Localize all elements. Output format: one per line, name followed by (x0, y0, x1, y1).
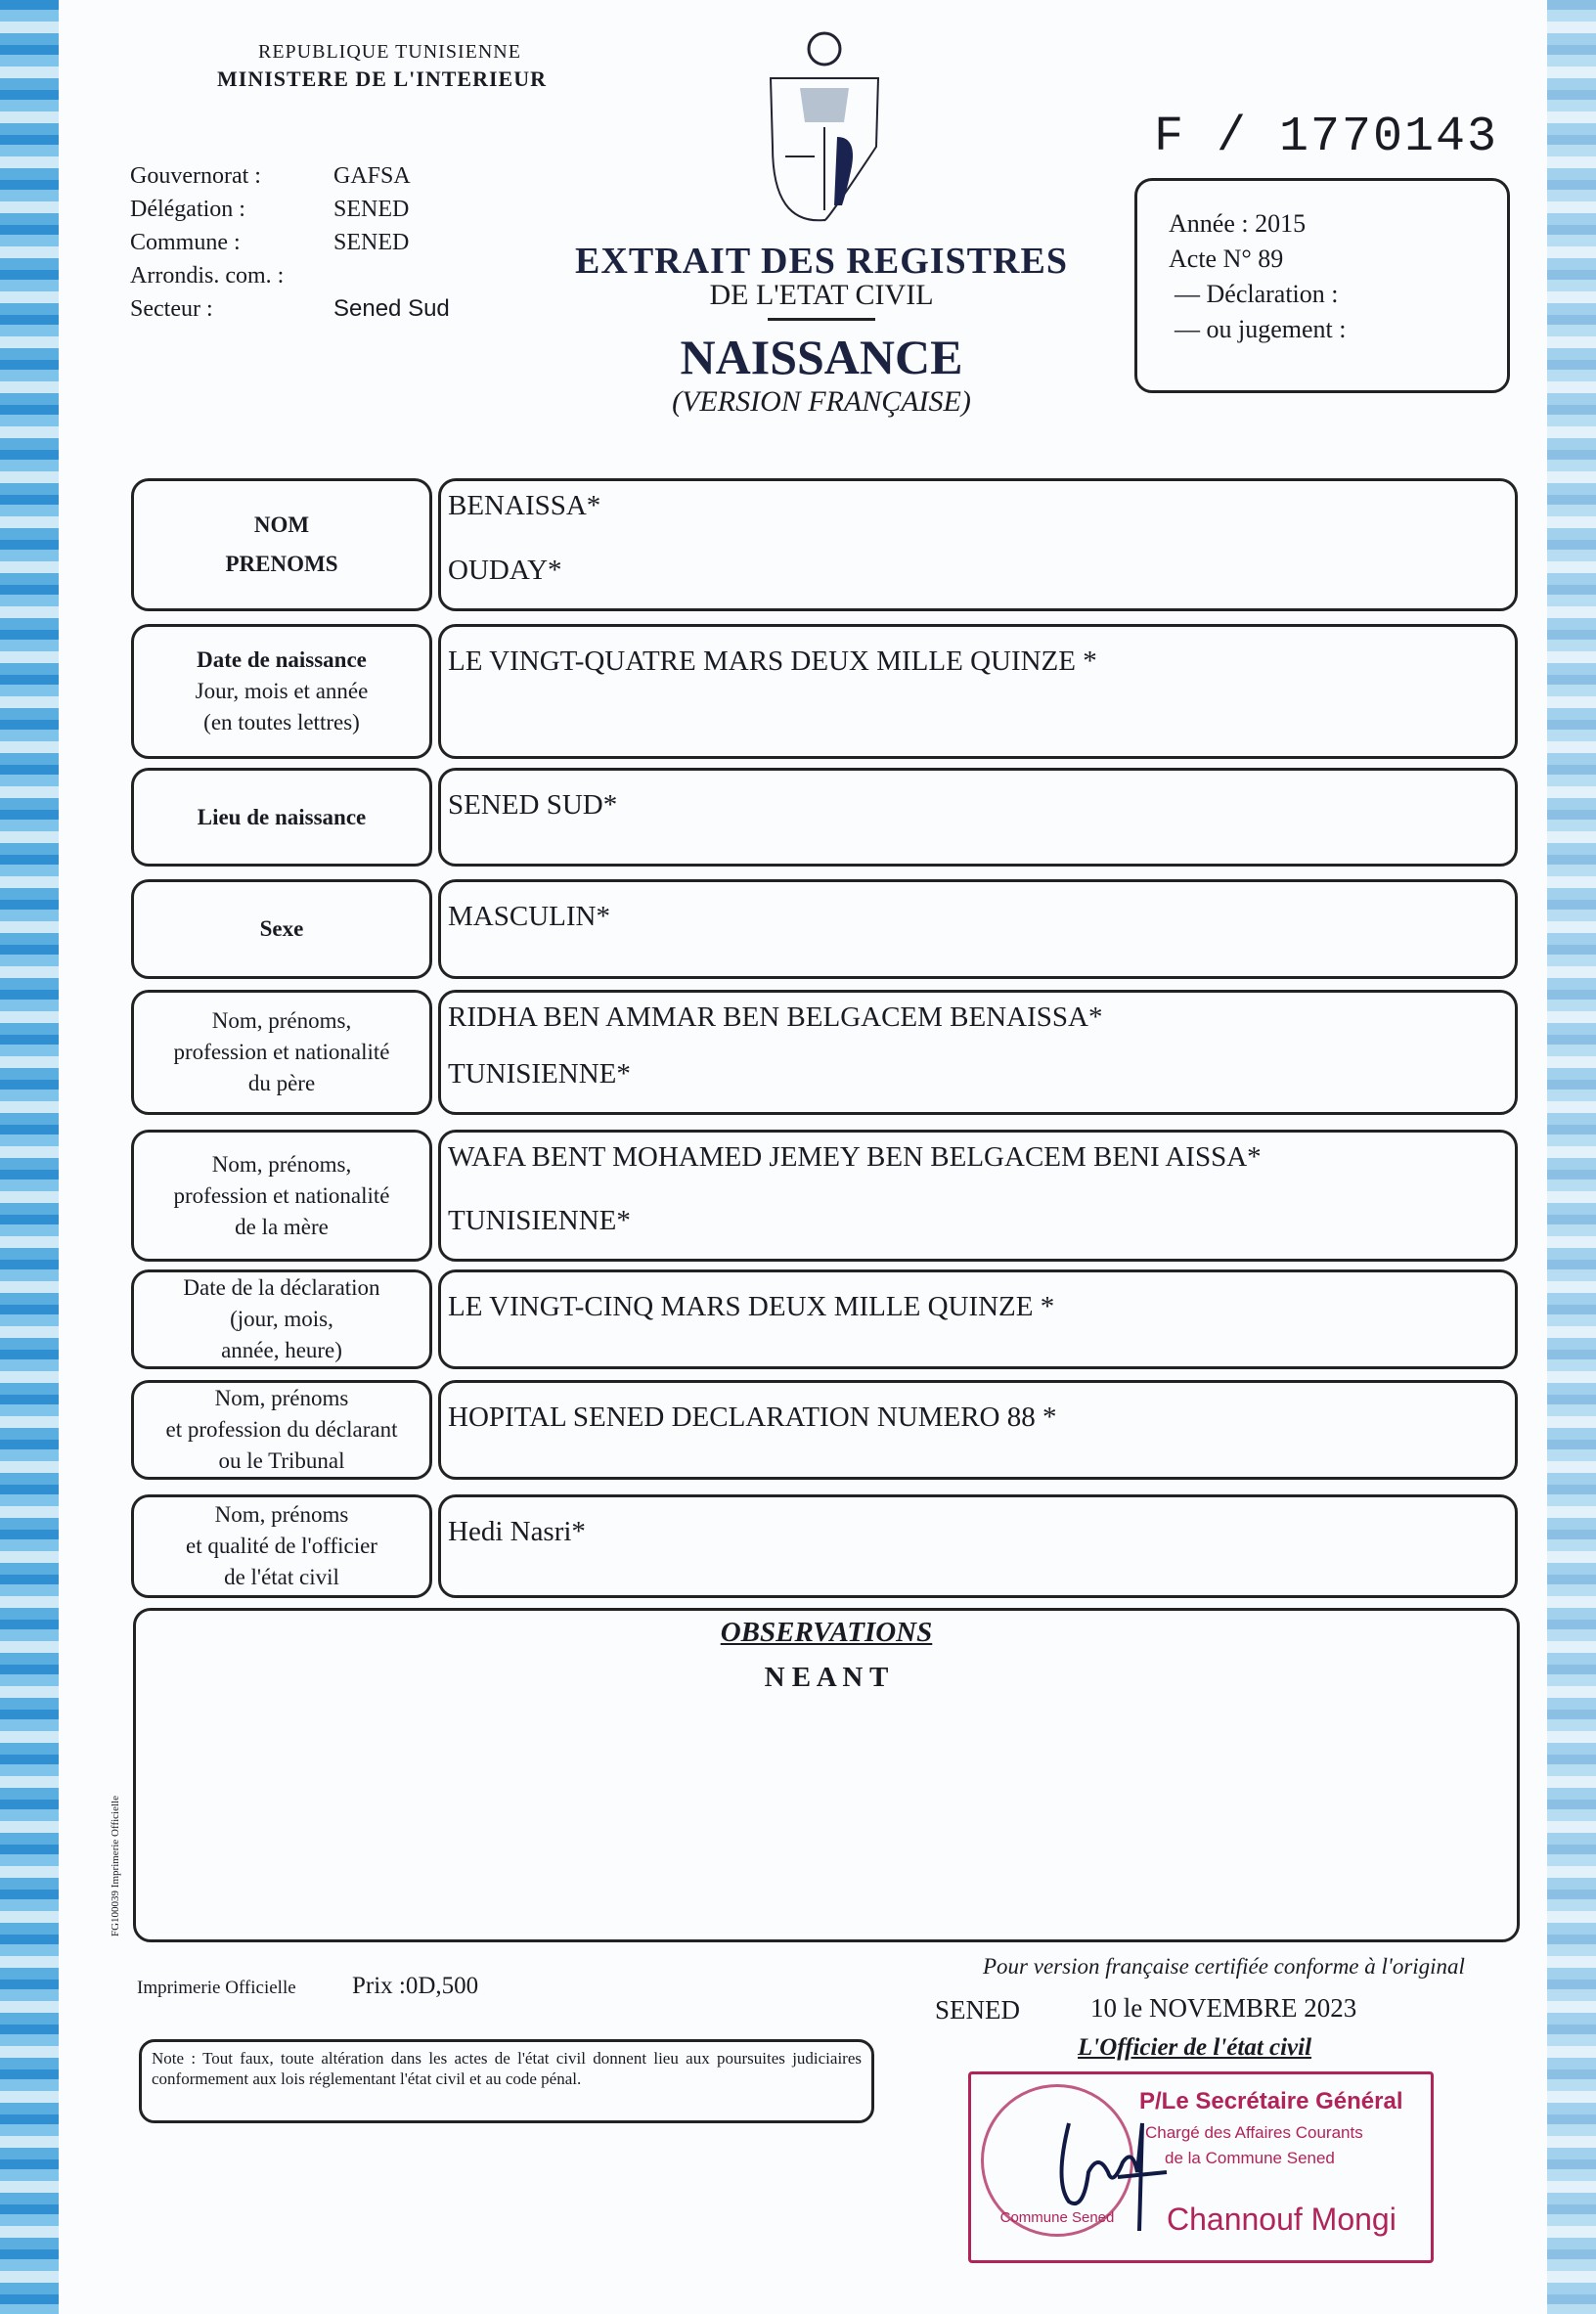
stamp-line1: P/Le Secrétaire Général (1139, 2088, 1403, 2114)
side-print-text: FG100039 Imprimerie Officielle (110, 1796, 121, 1936)
row-label-line: NOM (253, 512, 310, 537)
row-label (134, 1383, 429, 1477)
annee-label: Année : (1169, 209, 1249, 238)
row-label-box (131, 990, 432, 1115)
annee-value: 2015 (1255, 209, 1307, 238)
ministry-label: MINISTERE DE L'INTERIEUR (217, 67, 547, 91)
row-label-line: et profession du déclarant (165, 1417, 398, 1442)
certified-text: Pour version française certifiée conforme à l'original (983, 1954, 1465, 1979)
row-label-line: de la mère (235, 1214, 329, 1239)
row-label-box (131, 1494, 432, 1598)
row-label-line: profession et nationalité (173, 1040, 390, 1064)
row-label-line: année, heure) (221, 1338, 342, 1362)
row-value: TUNISIENNE* (448, 1058, 631, 1090)
row-label-line: (jour, mois, (230, 1307, 333, 1331)
location-label: Délégation : (130, 197, 245, 222)
row-label-line: Lieu de naissance (197, 804, 367, 829)
row-label (134, 882, 429, 976)
row-label-line: Nom, prénoms, (211, 1008, 352, 1033)
legal-note: Note : Tout faux, toute altération dans les actes de l'état civil donnent lieu aux poursuites judiciaires conformement aux lois réglementant l'état civil et au code pénal. (139, 2039, 874, 2123)
row-label-line: ou le Tribunal (218, 1448, 345, 1473)
stamp-line2: Chargé des Affaires Courants (1145, 2123, 1363, 2142)
place-label: SENED (935, 1995, 1020, 2025)
row-label-line: Nom, prénoms (214, 1502, 349, 1527)
row-value: LE VINGT-CINQ MARS DEUX MILLE QUINZE * (448, 1291, 1055, 1322)
row-label-box (131, 879, 432, 979)
official-stamp (968, 2071, 1434, 2263)
row-label (134, 1497, 429, 1595)
row-label (134, 1272, 429, 1366)
title-line1: EXTRAIT DES REGISTRES (575, 241, 1068, 282)
row-label-box (131, 478, 432, 611)
row-label-box (131, 624, 432, 759)
row-label-line: Nom, prénoms (214, 1386, 349, 1410)
observations-value: N E A N T (764, 1662, 889, 1693)
acte-value: 89 (1258, 245, 1284, 273)
republic-label: REPUBLIQUE TUNISIENNE (258, 41, 521, 63)
stamp-line3: de la Commune Sened (1165, 2149, 1335, 2167)
row-label (134, 481, 429, 608)
row-label-line: profession et nationalité (173, 1182, 390, 1208)
row-label-line: Nom, prénoms, (211, 1151, 352, 1177)
row-value: OUDAY* (448, 555, 562, 586)
row-label-line: Date de la déclaration (183, 1275, 380, 1300)
row-value: HOPITAL SENED DECLARATION NUMERO 88 * (448, 1402, 1057, 1433)
row-value: RIDHA BEN AMMAR BEN BELGACEM BENAISSA* (448, 1001, 1103, 1033)
acte-label: Acte N° (1169, 245, 1252, 273)
row-label-line: de l'état civil (224, 1565, 339, 1589)
row-label-box (131, 1269, 432, 1369)
row-label-line: (en toutes lettres) (203, 710, 360, 734)
row-value-box (438, 1494, 1518, 1598)
row-label-box (131, 1380, 432, 1480)
row-label (134, 993, 429, 1112)
location-value: SENED (333, 197, 410, 222)
printer-label: Imprimerie Officielle (137, 1978, 296, 1998)
observations-title: OBSERVATIONS (720, 1617, 933, 1648)
officer-label: L'Officier de l'état civil (1078, 2034, 1312, 2061)
title-version: (VERSION FRANÇAISE) (672, 385, 971, 418)
issue-date: 10 le NOVEMBRE 2023 (1090, 1993, 1357, 2023)
row-label-line: Jour, mois et année (195, 679, 369, 703)
stamp-name: Channouf Mongi (1167, 2202, 1396, 2237)
right-decorative-border (1547, 0, 1596, 2314)
row-label-line: et qualité de l'officier (186, 1534, 377, 1558)
row-value: LE VINGT-QUATRE MARS DEUX MILLE QUINZE * (448, 645, 1097, 677)
location-value: Sened Sud (333, 295, 450, 322)
row-label-box (131, 768, 432, 867)
row-value-box (438, 624, 1518, 759)
price-label: Prix :0D,500 (352, 1973, 479, 1999)
row-value: SENED SUD* (448, 789, 618, 821)
location-value: SENED (333, 230, 410, 255)
round-seal-text: Commune Sened (999, 2209, 1115, 2226)
row-value: MASCULIN* (448, 901, 610, 932)
row-label (134, 627, 429, 756)
title-line2: DE L'ETAT CIVIL (709, 279, 934, 311)
title-main: NAISSANCE (680, 330, 963, 384)
row-label-box (131, 1130, 432, 1262)
location-block (130, 159, 450, 326)
coat-of-arms-icon (761, 29, 888, 225)
location-value: GAFSA (333, 163, 411, 189)
title-divider (768, 318, 875, 321)
row-label-line: Sexe (259, 916, 304, 941)
act-info-box (1134, 178, 1510, 393)
serial-number: F / 1770143 (1154, 110, 1499, 165)
row-label (134, 771, 429, 864)
observations-box (133, 1608, 1520, 1942)
row-value: TUNISIENNE* (448, 1205, 631, 1236)
location-label: Gouvernorat : (130, 163, 261, 189)
signature-icon (1049, 2094, 1225, 2231)
location-label: Commune : (130, 230, 241, 255)
location-label: Secteur : (130, 296, 213, 322)
row-label (134, 1133, 429, 1259)
row-value: Hedi Nasri* (448, 1516, 586, 1547)
row-label-line: Date de naissance (197, 647, 367, 672)
row-label-line: du père (247, 1071, 316, 1095)
location-label: Arrondis. com. : (130, 263, 285, 289)
left-decorative-border (0, 0, 59, 2314)
declaration-label: — Déclaration : (1175, 280, 1339, 308)
row-value: BENAISSA* (448, 490, 601, 521)
jugement-label: — ou jugement : (1175, 315, 1347, 343)
document-title (548, 240, 1095, 419)
row-label-line: PRENOMS (225, 552, 338, 576)
row-value: WAFA BENT MOHAMED JEMEY BEN BELGACEM BENI AISSA* (448, 1141, 1262, 1173)
